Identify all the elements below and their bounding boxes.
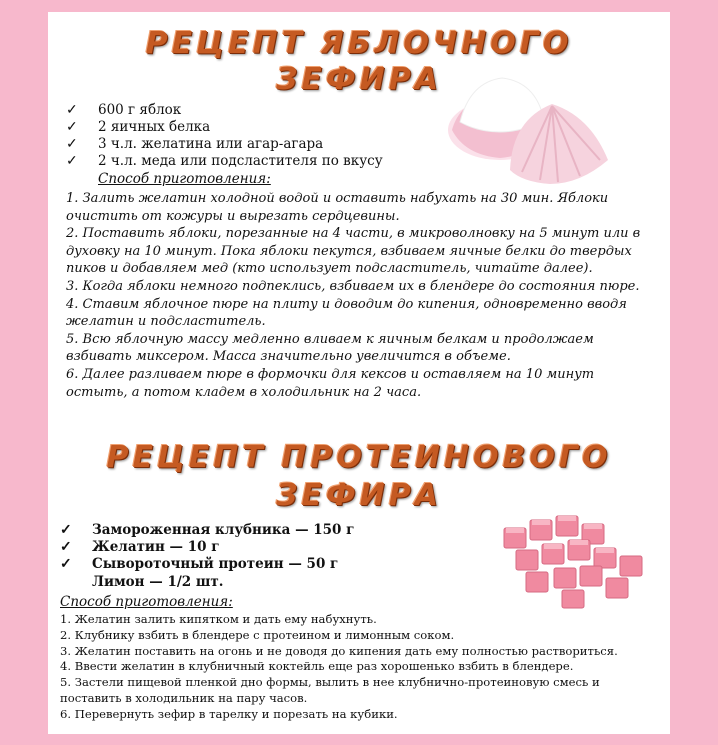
- recipe1-steps: [66, 190, 656, 401]
- step-item: 1. Залить желатин холодной водой и оставить набухать на 30 мин. Яблоки очистить от кожуры и вырезать сердцевины.: [66, 191, 609, 224]
- check-icon: ✓: [60, 522, 72, 538]
- recipe2-title-line1: РЕЦЕПТ ПРОТЕИНОВОГО: [106, 440, 612, 475]
- recipe2-title-line2: ЗЕФИРА: [276, 478, 442, 513]
- ingredient-item: ✓ 600 г яблок: [66, 102, 182, 118]
- recipe2-extra-ingredient: Лимон — 1/2 шт.: [92, 574, 224, 590]
- check-icon: ✓: [66, 153, 78, 169]
- step-item: 6. Перевернуть зефир в тарелку и порезать на кубики.: [60, 706, 398, 721]
- step-item: 1. Желатин залить кипятком и дать ему набухнуть.: [60, 612, 377, 626]
- step-item: 6. Далее разливаем пюре в формочки для кексов и оставляем на 10 минут остыть, а потом кладем в холодильник на 2 часа.: [66, 366, 595, 400]
- recipe1-ingredients: [66, 102, 446, 170]
- check-icon: ✓: [66, 136, 78, 152]
- step-item: 5. Застели пищевой пленкой дно формы, вылить в нее клубнично-протеиновую смесь и поставить в холодильник на пару часов.: [60, 675, 600, 705]
- step-item: 4. Ставим яблочное пюре на плиту и доводим до кипения, одновременно вводя желатин и подсластитель.: [66, 296, 627, 330]
- step-item: 3. Когда яблоки немного подпеклись, взбиваем их в блендере до состояния пюре.: [66, 278, 640, 294]
- step-item: 4. Ввести желатин в клубничный коктейль еще раз хорошенько взбить в блендере.: [60, 659, 574, 674]
- ingredient-item: ✓ Желатин — 10 г: [60, 539, 220, 555]
- check-icon: ✓: [60, 556, 72, 572]
- recipe-page: [48, 12, 670, 734]
- recipe1-title-line2: ЗЕФИРА: [276, 62, 442, 97]
- ingredient-item: ✓ 3 ч.л. желатина или агар-агара: [66, 136, 324, 152]
- check-icon: ✓: [66, 119, 78, 135]
- ingredient-item: ✓ Сывороточный протеин — 50 г: [60, 556, 339, 572]
- step-item: 3. Желатин поставить на огонь и не доводя до кипения дать ему полностью раствориться.: [60, 643, 618, 658]
- recipe2-ingredients: [60, 522, 440, 573]
- recipe2-method-label: Способ приготовления:: [60, 594, 233, 610]
- step-item: 2. Поставить яблоки, порезанные на 4 части, в микроволновку на 5 минут или в духовку на 10 минут. Пока яблоки пекутся, взбиваем яичные белки до твердых пиков и добавляем мед (кто использует подсластитель, читайте далее).: [66, 226, 641, 277]
- step-item: 5. Всю яблочную массу медленно вливаем к яичным белкам и продолжаем взбивать миксером. Масса значительно увеличится в объеме.: [66, 331, 594, 365]
- recipe2-steps: [60, 612, 656, 723]
- step-item: 2. Клубнику взбить в блендере с протеином и лимонным соком.: [60, 627, 455, 642]
- check-icon: ✓: [60, 539, 72, 555]
- protein-zefir-cubes-image: [496, 508, 656, 612]
- ingredient-item: ✓ 2 ч.л. меда или подсластителя по вкусу: [66, 153, 383, 169]
- recipe1-method-label: Способ приготовления:: [98, 171, 271, 187]
- apple-zefir-image: [440, 60, 618, 190]
- ingredient-item: ✓ 2 яичных белка: [66, 119, 211, 135]
- recipe1-title-line1: РЕЦЕПТ ЯБЛОЧНОГО: [145, 26, 573, 61]
- check-icon: ✓: [66, 102, 78, 118]
- ingredient-item: ✓ Замороженная клубника — 150 г: [60, 522, 355, 538]
